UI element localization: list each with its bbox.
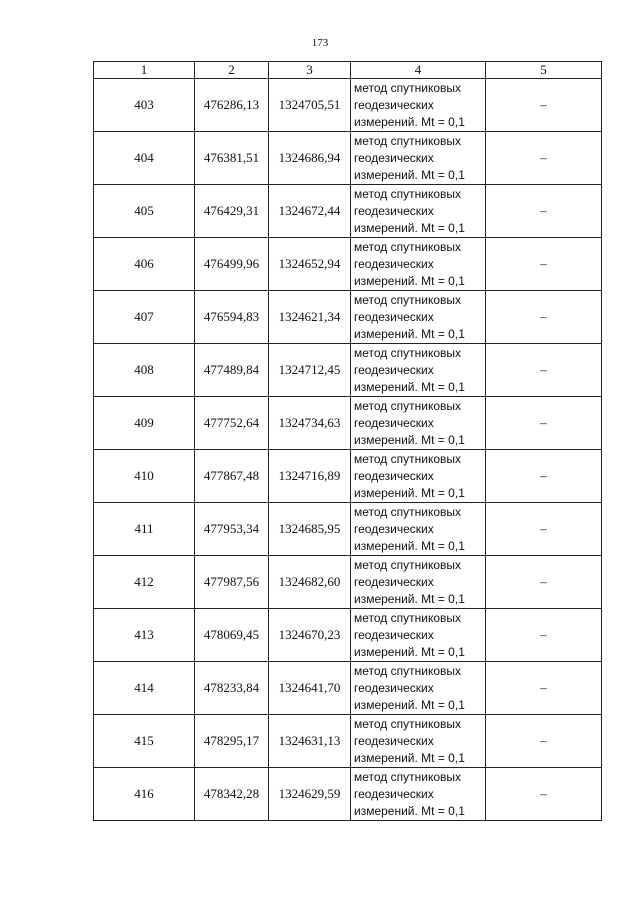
table-row [94, 556, 602, 609]
table-row [94, 450, 602, 503]
header-col-2: 2 [195, 62, 269, 79]
x-coordinate-cell: 476429,31 [195, 185, 269, 238]
method-text-line: измерений. Mt = 0,1 [354, 220, 465, 235]
method-text-line: измерений. Mt = 0,1 [354, 644, 465, 659]
y-coordinate-cell: 1324716,89 [269, 450, 351, 503]
col5-value-cell: – [486, 397, 602, 450]
method-text-line: геодезических [354, 574, 434, 589]
method-text-line: метод спутниковых [354, 716, 462, 731]
point-number-cell: 413 [94, 609, 195, 662]
method-text-line: метод спутниковых [354, 186, 462, 201]
method-text-line: метод спутниковых [354, 769, 462, 784]
method-text-line: измерений. Mt = 0,1 [354, 432, 465, 447]
method-text-line: измерений. Mt = 0,1 [354, 538, 465, 553]
col5-value-cell: – [486, 609, 602, 662]
x-coordinate-cell: 478069,45 [195, 609, 269, 662]
method-text-line: геодезических [354, 256, 434, 271]
point-number-cell: 412 [94, 556, 195, 609]
x-coordinate-cell: 476594,83 [195, 291, 269, 344]
header-col-4: 4 [351, 62, 486, 79]
method-cell [351, 238, 486, 291]
method-text-line: геодезических [354, 680, 434, 695]
method-text-line: метод спутниковых [354, 398, 462, 413]
method-text-line: геодезических [354, 97, 434, 112]
col5-value-cell: – [486, 238, 602, 291]
method-text-line: метод спутниковых [354, 133, 462, 148]
point-number-cell: 406 [94, 238, 195, 291]
col5-value-cell: – [486, 450, 602, 503]
x-coordinate-cell: 476286,13 [195, 79, 269, 132]
table-row [94, 344, 602, 397]
method-text-line: измерений. Mt = 0,1 [354, 326, 465, 341]
x-coordinate-cell: 478295,17 [195, 715, 269, 768]
x-coordinate-cell: 477752,64 [195, 397, 269, 450]
page-number: 173 [311, 37, 329, 49]
method-text-line: геодезических [354, 627, 434, 642]
method-text-line: измерений. Mt = 0,1 [354, 697, 465, 712]
point-number-cell: 404 [94, 132, 195, 185]
point-number-cell: 403 [94, 79, 195, 132]
method-text-line: геодезических [354, 150, 434, 165]
table-row [94, 503, 602, 556]
table-body [94, 79, 602, 821]
table-row [94, 662, 602, 715]
method-text-line: метод спутниковых [354, 557, 462, 572]
x-coordinate-cell: 477987,56 [195, 556, 269, 609]
method-text-line: метод спутниковых [354, 451, 462, 466]
point-number-cell: 409 [94, 397, 195, 450]
col5-value-cell: – [486, 291, 602, 344]
method-text-line: измерений. Mt = 0,1 [354, 803, 465, 818]
y-coordinate-cell: 1324629,59 [269, 768, 351, 821]
method-text-line: геодезических [354, 203, 434, 218]
coordinates-table [93, 61, 602, 821]
method-text-line: метод спутниковых [354, 345, 462, 360]
method-text-line: геодезических [354, 362, 434, 377]
method-text-line: геодезических [354, 521, 434, 536]
table-header-row [94, 62, 602, 79]
method-cell [351, 715, 486, 768]
method-cell [351, 768, 486, 821]
y-coordinate-cell: 1324734,63 [269, 397, 351, 450]
x-coordinate-cell: 478233,84 [195, 662, 269, 715]
table-row [94, 291, 602, 344]
method-cell [351, 291, 486, 344]
method-text-line: измерений. Mt = 0,1 [354, 167, 465, 182]
y-coordinate-cell: 1324705,51 [269, 79, 351, 132]
method-text-line: измерений. Mt = 0,1 [354, 485, 465, 500]
header-col-5: 5 [486, 62, 602, 79]
col5-value-cell: – [486, 79, 602, 132]
point-number-cell: 415 [94, 715, 195, 768]
method-text-line: измерений. Mt = 0,1 [354, 379, 465, 394]
y-coordinate-cell: 1324631,13 [269, 715, 351, 768]
point-number-cell: 405 [94, 185, 195, 238]
col5-value-cell: – [486, 768, 602, 821]
col5-value-cell: – [486, 132, 602, 185]
x-coordinate-cell: 478342,28 [195, 768, 269, 821]
method-text-line: измерений. Mt = 0,1 [354, 750, 465, 765]
table-row [94, 79, 602, 132]
y-coordinate-cell: 1324682,60 [269, 556, 351, 609]
method-cell [351, 450, 486, 503]
method-text-line: измерений. Mt = 0,1 [354, 273, 465, 288]
col5-value-cell: – [486, 556, 602, 609]
y-coordinate-cell: 1324685,95 [269, 503, 351, 556]
method-text-line: геодезических [354, 415, 434, 430]
method-text-line: метод спутниковых [354, 80, 462, 95]
x-coordinate-cell: 477867,48 [195, 450, 269, 503]
table-row [94, 609, 602, 662]
method-cell [351, 556, 486, 609]
x-coordinate-cell: 476499,96 [195, 238, 269, 291]
method-text-line: геодезических [354, 309, 434, 324]
header-col-3: 3 [269, 62, 351, 79]
y-coordinate-cell: 1324652,94 [269, 238, 351, 291]
method-text-line: метод спутниковых [354, 292, 462, 307]
method-text-line: измерений. Mt = 0,1 [354, 591, 465, 606]
point-number-cell: 416 [94, 768, 195, 821]
table-row [94, 768, 602, 821]
method-text-line: метод спутниковых [354, 663, 462, 678]
method-cell [351, 185, 486, 238]
col5-value-cell: – [486, 344, 602, 397]
point-number-cell: 410 [94, 450, 195, 503]
y-coordinate-cell: 1324686,94 [269, 132, 351, 185]
method-text-line: метод спутниковых [354, 239, 462, 254]
point-number-cell: 408 [94, 344, 195, 397]
x-coordinate-cell: 476381,51 [195, 132, 269, 185]
method-cell [351, 662, 486, 715]
table-row [94, 397, 602, 450]
method-cell [351, 503, 486, 556]
point-number-cell: 407 [94, 291, 195, 344]
x-coordinate-cell: 477489,84 [195, 344, 269, 397]
y-coordinate-cell: 1324641,70 [269, 662, 351, 715]
method-text-line: геодезических [354, 468, 434, 483]
method-cell [351, 344, 486, 397]
method-text-line: метод спутниковых [354, 504, 462, 519]
table-row [94, 238, 602, 291]
point-number-cell: 414 [94, 662, 195, 715]
table-row [94, 132, 602, 185]
y-coordinate-cell: 1324670,23 [269, 609, 351, 662]
method-cell [351, 79, 486, 132]
point-number-cell: 411 [94, 503, 195, 556]
method-text-line: измерений. Mt = 0,1 [354, 114, 465, 129]
method-text-line: геодезических [354, 786, 434, 801]
y-coordinate-cell: 1324621,34 [269, 291, 351, 344]
y-coordinate-cell: 1324712,45 [269, 344, 351, 397]
col5-value-cell: – [486, 662, 602, 715]
method-cell [351, 132, 486, 185]
col5-value-cell: – [486, 503, 602, 556]
x-coordinate-cell: 477953,34 [195, 503, 269, 556]
method-cell [351, 609, 486, 662]
method-text-line: геодезических [354, 733, 434, 748]
method-text-line: метод спутниковых [354, 610, 462, 625]
table-row [94, 715, 602, 768]
col5-value-cell: – [486, 715, 602, 768]
col5-value-cell: – [486, 185, 602, 238]
y-coordinate-cell: 1324672,44 [269, 185, 351, 238]
table-row [94, 185, 602, 238]
header-col-1: 1 [94, 62, 195, 79]
method-cell [351, 397, 486, 450]
